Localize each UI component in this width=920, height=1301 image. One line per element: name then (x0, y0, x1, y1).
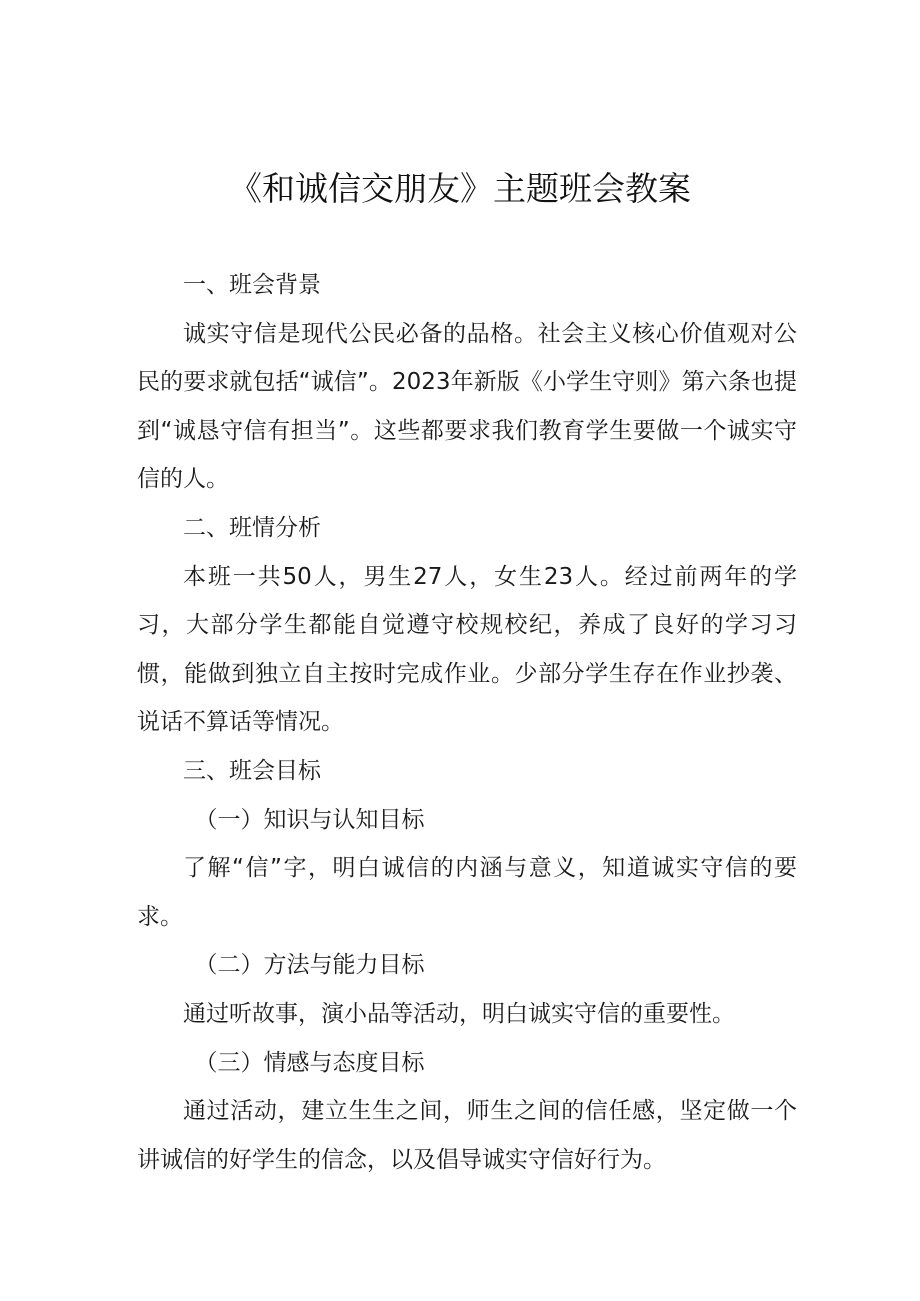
section-heading-background: 一、班会背景 (183, 272, 321, 298)
subsection-paragraph-emotion: 通过活动，建立生生之间，师生之间的信任感，坚定做一个讲诚信的好学生的信念，以及倡导诚实守信好行为。 (137, 1098, 797, 1173)
section-heading-class-analysis: 二、班情分析 (183, 514, 321, 541)
subsection-heading-method: （二）方法与能力目标 (194, 952, 425, 979)
subsection-paragraph-knowledge: 了解“信”字，明白诚信的内涵与意义，知道诚实守信的要求。 (137, 855, 797, 930)
subsection-heading-knowledge: （一）知识与认知目标 (194, 806, 425, 833)
section-heading-goals: 三、班会目标 (183, 757, 321, 784)
document-title: 《和诚信交朋友》主题班会教案 (229, 169, 691, 208)
section-paragraph-background: 诚实守信是现代公民必备的品格。社会主义核心价值观对公民的要求就包括“诚信”。2023年新版《小学生守则》第六条也提到“诚恳守信有担当”。这些都要求我们教育学生要做一个诚实守信的人。 (137, 320, 797, 493)
subsection-paragraph-method: 通过听故事，演小品等活动，明白诚实守信的重要性。 (183, 1000, 735, 1027)
section-paragraph-class-analysis: 本班一共50人，男生27人，女生23人。经过前两年的学习，大部分学生都能自觉遵守校规校纪，养成了良好的学习习惯，能做到独立自主按时完成作业。少部分学生存在作业抄袭、说话不算话等情况。 (137, 563, 797, 736)
document-body (137, 261, 797, 1184)
subsection-heading-emotion: （三）情感与态度目标 (194, 1049, 425, 1076)
